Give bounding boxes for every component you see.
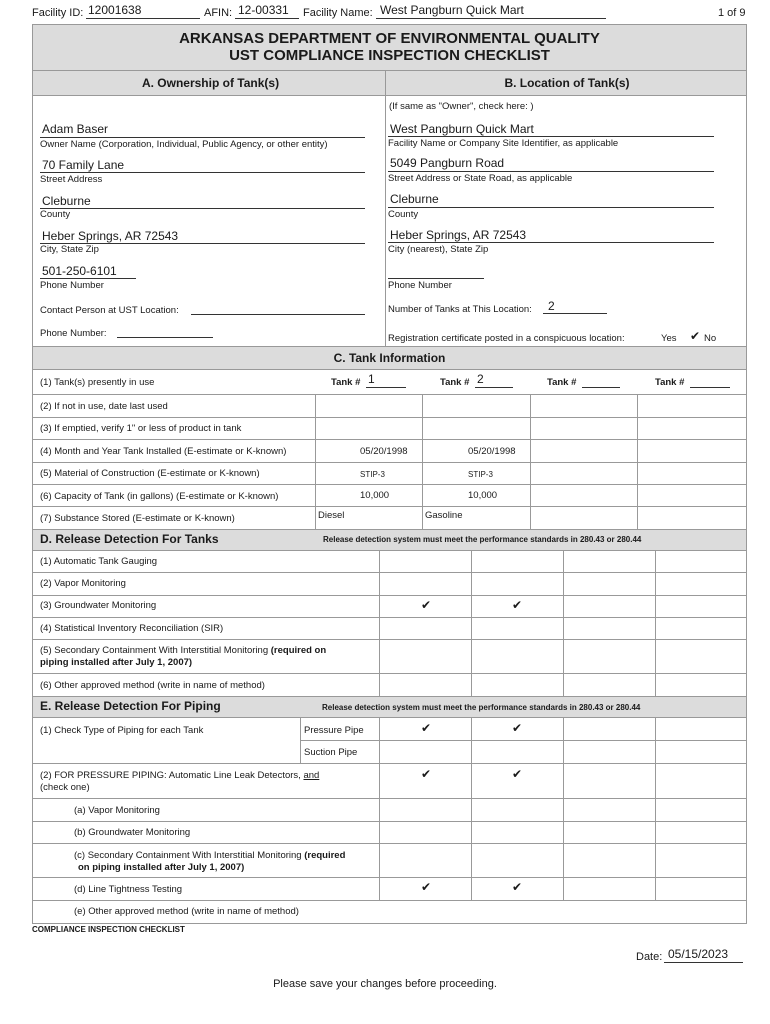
same-as-owner-label: (If same as "Owner", check here: ) xyxy=(389,101,534,112)
date-label: Date: xyxy=(636,951,663,963)
site-name-field[interactable]: West Pangburn Quick Mart xyxy=(390,122,534,136)
site-city-field[interactable]: Heber Springs, AR 72543 xyxy=(390,228,527,242)
owner-city-label: City, State Zip xyxy=(40,244,99,255)
d-groundwater-tank2-check[interactable]: ✔ xyxy=(512,598,523,612)
owner-street-field[interactable]: 70 Family Lane xyxy=(42,158,125,172)
tank-2-installed[interactable]: 05/20/1998 xyxy=(468,446,516,457)
site-phone-label: Phone Number xyxy=(388,280,452,291)
tank-3-label: Tank # xyxy=(547,377,577,388)
e-sub-line-tightness: (d) Line Tightness Testing xyxy=(74,884,183,895)
e-suction-pipe-label: Suction Pipe xyxy=(304,747,358,758)
tank-2-capacity[interactable]: 10,000 xyxy=(468,490,498,501)
e-sub-groundwater: (b) Groundwater Monitoring xyxy=(74,827,191,838)
page-number: 1 of 9 xyxy=(718,7,746,19)
facility-id-label: Facility ID: xyxy=(32,7,84,19)
section-d-note: Release detection system must meet the performance standards in 280.43 or 280.44 xyxy=(323,535,642,544)
e-pressure-tank1-check[interactable]: ✔ xyxy=(421,721,432,735)
registration-label: Registration certificate posted in a conspicuous location: xyxy=(388,333,625,344)
d-row-other: (6) Other approved method (write in name of method) xyxy=(40,680,265,691)
afin-label: AFIN: xyxy=(204,7,233,19)
tank-4-number[interactable] xyxy=(690,387,730,388)
e-line-tightness-tank1-check[interactable]: ✔ xyxy=(421,880,432,894)
checklist-footer-label: COMPLIANCE INSPECTION CHECKLIST xyxy=(32,925,185,934)
owner-county-label: County xyxy=(40,209,71,220)
tank-2-substance[interactable]: Gasoline xyxy=(425,510,463,521)
e-row-alld: (2) FOR PRESSURE PIPING: Automatic Line Leak Detectors, and xyxy=(40,770,320,781)
page-title-line1: ARKANSAS DEPARTMENT OF ENVIRONMENTAL QUALITY xyxy=(179,30,600,47)
owner-county-field[interactable]: Cleburne xyxy=(42,194,91,208)
tank-1-material[interactable]: STIP-3 xyxy=(360,470,385,479)
facility-id-field[interactable]: 12001638 xyxy=(88,3,142,17)
e-pressure-pipe-label: Pressure Pipe xyxy=(304,725,364,736)
site-street-label: Street Address or State Road, as applicable xyxy=(388,173,573,184)
section-e-heading: E. Release Detection For Piping xyxy=(40,699,221,713)
tank-row-capacity: (6) Capacity of Tank (in gallons) (E-estimate or K-known) xyxy=(40,491,279,502)
registration-no-check[interactable]: ✔ xyxy=(690,329,701,343)
afin-field[interactable]: 12-00331 xyxy=(238,3,289,17)
tank-1-capacity[interactable]: 10,000 xyxy=(360,490,390,501)
tank-2-number[interactable]: 2 xyxy=(477,372,484,386)
d-groundwater-tank1-check[interactable]: ✔ xyxy=(421,598,432,612)
registration-no[interactable]: No xyxy=(704,333,717,344)
owner-street-label: Street Address xyxy=(40,174,103,185)
section-b-heading: B. Location of Tank(s) xyxy=(504,76,630,90)
contact-person-label: Contact Person at UST Location: xyxy=(40,305,179,316)
tank-2-label: Tank # xyxy=(440,377,470,388)
facility-name-field[interactable]: West Pangburn Quick Mart xyxy=(380,3,524,17)
e-row-alld-check-one: (check one) xyxy=(40,782,90,793)
tank-row-substance: (7) Substance Stored (E-estimate or K-known) xyxy=(40,513,235,524)
e-alld-tank1-check[interactable]: ✔ xyxy=(421,767,432,781)
d-row-vapor: (2) Vapor Monitoring xyxy=(40,578,126,589)
site-city-label: City (nearest), State Zip xyxy=(388,244,489,255)
owner-phone-field[interactable]: 501-250-6101 xyxy=(42,264,117,278)
num-tanks-label: Number of Tanks at This Location: xyxy=(388,304,532,315)
tank-1-label: Tank # xyxy=(331,377,361,388)
num-tanks-field[interactable]: 2 xyxy=(548,299,555,313)
owner-name-label: Owner Name (Corporation, Individual, Public Agency, or other entity) xyxy=(40,139,328,150)
site-county-label: County xyxy=(388,209,419,220)
tank-4-label: Tank # xyxy=(655,377,685,388)
page-title-line2: UST COMPLIANCE INSPECTION CHECKLIST xyxy=(229,47,550,64)
site-name-label: Facility Name or Company Site Identifier, as applicable xyxy=(388,138,619,149)
section-c-heading: C. Tank Information xyxy=(333,351,446,365)
e-sub-secondary-note: on piping installed after July 1, 2007) xyxy=(78,862,245,873)
site-street-field[interactable]: 5049 Pangburn Road xyxy=(390,156,505,170)
site-county-field[interactable]: Cleburne xyxy=(390,192,439,206)
d-row-secondary-containment-note: piping installed after July 1, 2007) xyxy=(40,657,193,668)
tank-row-emptied: (3) If emptied, verify 1" or less of product in tank xyxy=(40,423,242,434)
owner-name-field[interactable]: Adam Baser xyxy=(42,122,109,136)
tank-row-in-use: (1) Tank(s) presently in use xyxy=(40,377,155,388)
tank-1-number[interactable]: 1 xyxy=(368,372,375,386)
d-row-sir: (4) Statistical Inventory Reconciliation (SIR) xyxy=(40,623,224,634)
tank-row-material: (5) Material of Construction (E-estimate or K-known) xyxy=(40,468,260,479)
contact-phone-label: Phone Number: xyxy=(40,328,107,339)
d-row-secondary-containment: (5) Secondary Containment With Interstitial Monitoring (required on xyxy=(40,645,327,656)
tank-2-material[interactable]: STIP-3 xyxy=(468,470,493,479)
site-phone-field[interactable] xyxy=(388,278,484,279)
e-row-piping-type: (1) Check Type of Piping for each Tank xyxy=(40,725,204,736)
e-pressure-tank2-check[interactable]: ✔ xyxy=(512,721,523,735)
date-field[interactable]: 05/15/2023 xyxy=(668,947,729,961)
e-sub-secondary: (c) Secondary Containment With Interstitial Monitoring (required xyxy=(74,850,346,861)
e-sub-other: (e) Other approved method (write in name of method) xyxy=(74,906,299,917)
registration-yes[interactable]: Yes xyxy=(661,333,677,344)
tank-3-number[interactable] xyxy=(582,387,620,388)
section-a-heading: A. Ownership of Tank(s) xyxy=(141,76,280,90)
tank-1-installed[interactable]: 05/20/1998 xyxy=(360,446,408,457)
contact-phone-field[interactable] xyxy=(117,337,213,338)
save-notice: Please save your changes before proceeding. xyxy=(273,978,497,990)
tank-row-installed: (4) Month and Year Tank Installed (E-estimate or K-known) xyxy=(40,446,287,457)
d-row-groundwater: (3) Groundwater Monitoring xyxy=(40,600,157,611)
e-line-tightness-tank2-check[interactable]: ✔ xyxy=(512,880,523,894)
owner-phone-label: Phone Number xyxy=(40,280,104,291)
tank-row-date-last-used: (2) If not in use, date last used xyxy=(40,401,168,412)
section-e-note: Release detection system must meet the performance standards in 280.43 or 280.44 xyxy=(322,703,641,712)
e-sub-vapor: (a) Vapor Monitoring xyxy=(74,805,160,816)
section-d-heading: D. Release Detection For Tanks xyxy=(40,532,219,546)
facility-name-label: Facility Name: xyxy=(303,7,373,19)
tank-1-substance[interactable]: Diesel xyxy=(318,510,345,521)
owner-city-field[interactable]: Heber Springs, AR 72543 xyxy=(42,229,179,243)
d-row-atg: (1) Automatic Tank Gauging xyxy=(40,556,158,567)
e-alld-tank2-check[interactable]: ✔ xyxy=(512,767,523,781)
contact-person-field[interactable] xyxy=(191,314,365,315)
